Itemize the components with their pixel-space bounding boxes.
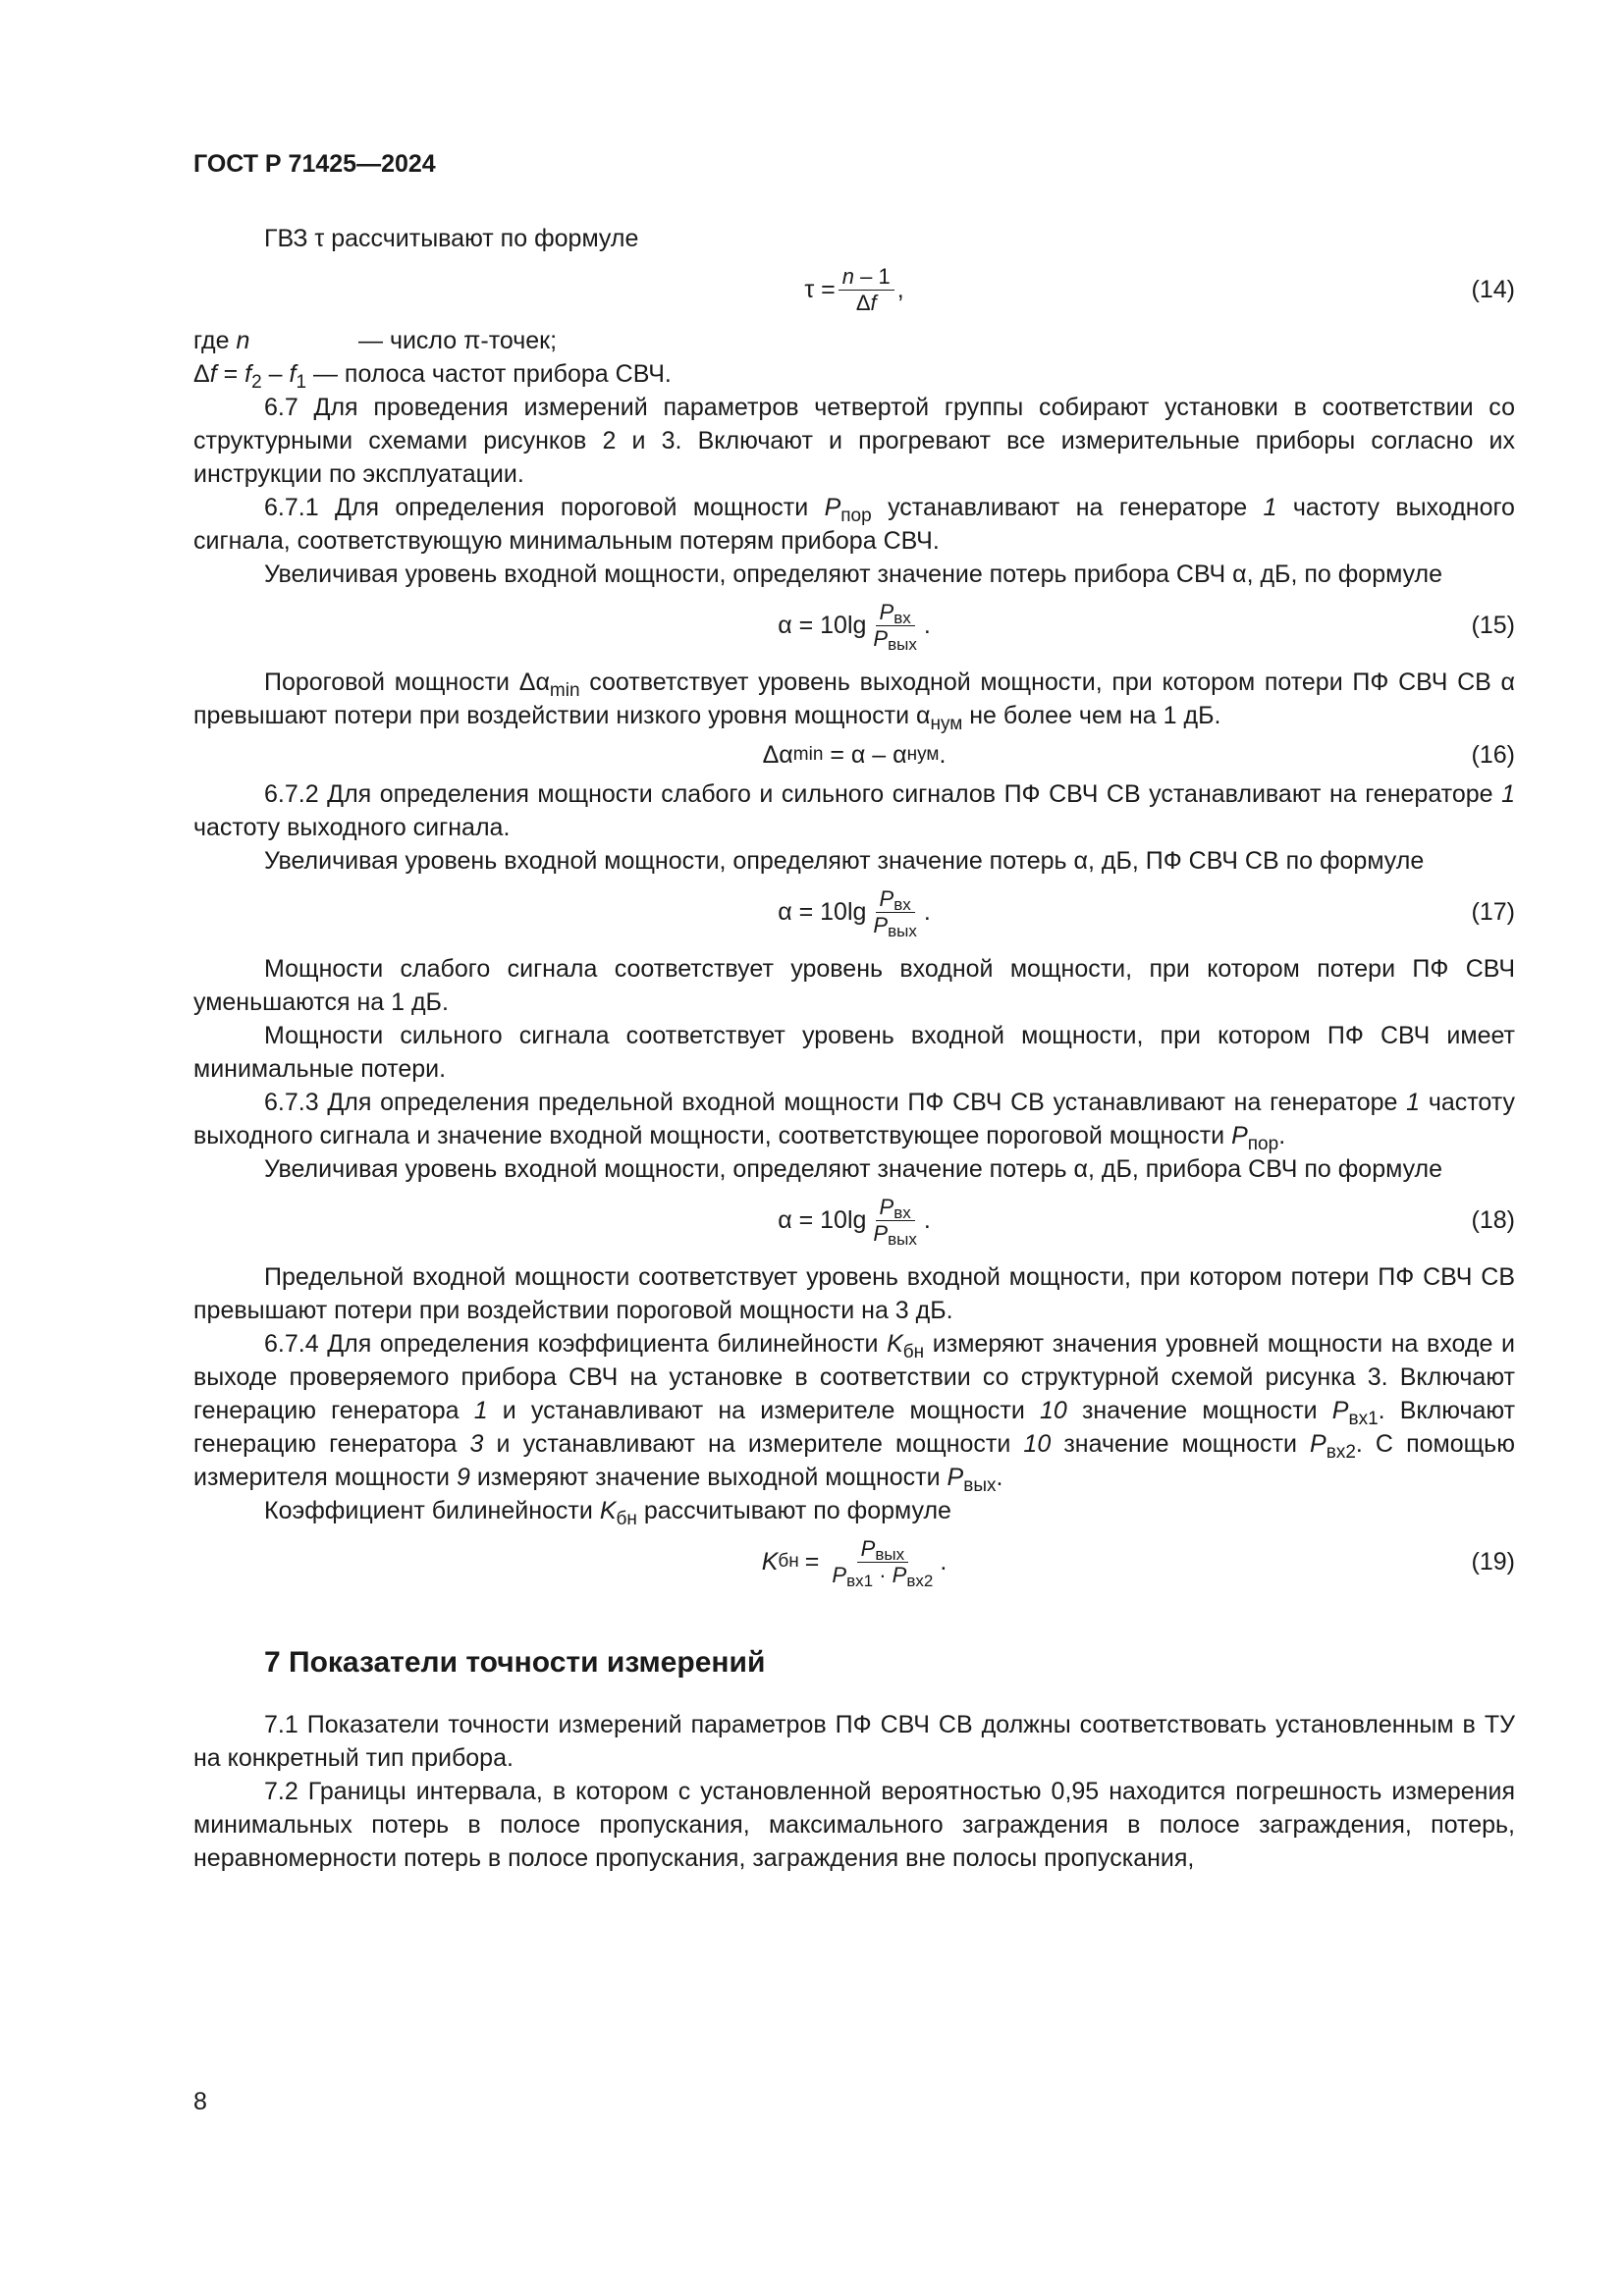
paragraph-threshold: Пороговой мощности $\Delta\alpha_{min}$ соответствует уровень выходной мощности, при котором потери ПФ СВЧ СВ α превышают потери при воздействии низкого уровня мощности $\alpha_{нум}$ не более чем на 1 дБ. (193, 668, 1515, 734)
equation-19: K бн = $\frac{P_{вых}}{P_{вх1} \cdot P_{вх2}}$ . (19) (761, 1535, 1515, 1590)
paragraph-6-7-3-b: Увеличивая уровень входной мощности, определяют значение потерь α, дБ, прибора СВЧ по формуле (264, 1155, 1443, 1183)
paragraph-6-7: 6.7 Для проведения измерений параметров четвертой группы собирают установки в соответствии со структурными схемами рисунков 2 и 3. Включают и прогревают все измерительные приборы согласно их инструкции по эксплуатации. (193, 394, 1515, 488)
equation-number: (16) (1471, 741, 1515, 769)
paragraph-6-7-1-b: Увеличивая уровень входной мощности, определяют значение потерь прибора СВЧ α, дБ, по формуле (264, 561, 1443, 588)
equation-17: α = 10lg $\frac{P_{вх}}{P_{вых}}$ . (17) (778, 885, 1515, 940)
paragraph-6-7-3: 6.7.3 Для определения предельной входной мощности ПФ СВЧ СВ устанавливают на генераторе 1 частоту выходного сигнала и значение входной мощности, соответствующее пороговой мощности $P_{пор}$. (193, 1089, 1515, 1154)
equation-15: α = 10lg $\frac{P_{вх}}{P_{вых}}$ . (15) (778, 599, 1515, 654)
paragraph-6-7-2-b: Увеличивая уровень входной мощности, определяют значение потерь α, дБ, ПФ СВЧ СВ по формуле (264, 847, 1425, 875)
page-number: 8 (193, 2088, 207, 2115)
where-clause: где n — число π-точек; (193, 327, 558, 354)
equation-number: (18) (1471, 1206, 1515, 1234)
paragraph-kbn: Коэффициент билинейности $K_{бн}$ рассчитывают по формуле (264, 1497, 951, 1529)
document-header: ГОСТ Р 71425—2024 (193, 150, 436, 178)
paragraph-strong-signal: Мощности сильного сигнала соответствует уровень входной мощности, при котором ПФ СВЧ имеет минимальные потери. (193, 1022, 1515, 1083)
paragraph-7-1: 7.1 Показатели точности измерений параметров ПФ СВЧ СВ должны соответствовать установленным в ТУ на конкретный тип прибора. (193, 1711, 1515, 1772)
paragraph-7-2: 7.2 Границы интервала, в котором с установленной вероятностью 0,95 находится погрешность измерения минимальных потерь в полосе пропускания, максимального заграждения в полосе заграждения, потерь, неравномерности потерь в полосе пропускания, заграждения вне полосы пропускания, (193, 1778, 1515, 1872)
equation-number: (17) (1471, 898, 1515, 926)
equation-16: Δα min = α – α нум . (16) (193, 732, 1515, 777)
where-row-2: $\Delta f = f_2 - f_1$ — полоса частот прибора СВЧ. (193, 360, 672, 393)
paragraph-6-7-2: 6.7.2 Для определения мощности слабого и сильного сигналов ПФ СВЧ СВ устанавливают на генераторе 1 частоту выходного сигнала. (193, 780, 1515, 841)
paragraph-6-7-4: 6.7.4 Для определения коэффициента билинейности $K_{бн}$ измеряют значения уровней мощности на входе и выходе проверяемого прибора СВЧ на установке в соответствии со структурной схемой рисунка 3. Включают генерацию генератора 1 и устанавливают на измерителе мощности 10 значение мощности $P_{вх1}$. Включают генерацию генератора 3 и устанавливают на измерителе мощности 10 значение мощности $P_{вх2}$. С помощью измерителя мощности 9 измеряют значение выходной мощности $P_{вых}$. (193, 1330, 1516, 1496)
equation-number: (14) (1471, 276, 1515, 303)
paragraph-limit-power: Предельной входной мощности соответствует уровень входной мощности, при котором потери ПФ СВЧ СВ превышают потери при воздействии пороговой мощности на 3 дБ. (193, 1263, 1515, 1324)
eq14-intro: ГВЗ τ рассчитывают по формуле (264, 225, 639, 252)
section-heading-7: 7 Показатели точности измерений (264, 1646, 766, 1679)
equation-number: (15) (1471, 612, 1515, 639)
document-page (193, 147, 1515, 1875)
paragraph-6-7-1: 6.7.1 Для определения пороговой мощности $P_{пор}$ устанавливают на генераторе 1 частоту выходного сигнала, соответствующую минимальным потерям прибора СВЧ. (193, 494, 1515, 555)
paragraph-weak-signal: Мощности слабого сигнала соответствует уровень входной мощности, при котором потери ПФ СВЧ уменьшаются на 1 дБ. (193, 955, 1515, 1016)
equation-14: τ = $\frac{n - 1}{\Delta f}$ , (14) (804, 263, 1515, 315)
equation-number: (19) (1471, 1548, 1515, 1575)
equation-18: α = 10lg $\frac{P_{вх}}{P_{вых}}$ . (18) (778, 1194, 1515, 1249)
